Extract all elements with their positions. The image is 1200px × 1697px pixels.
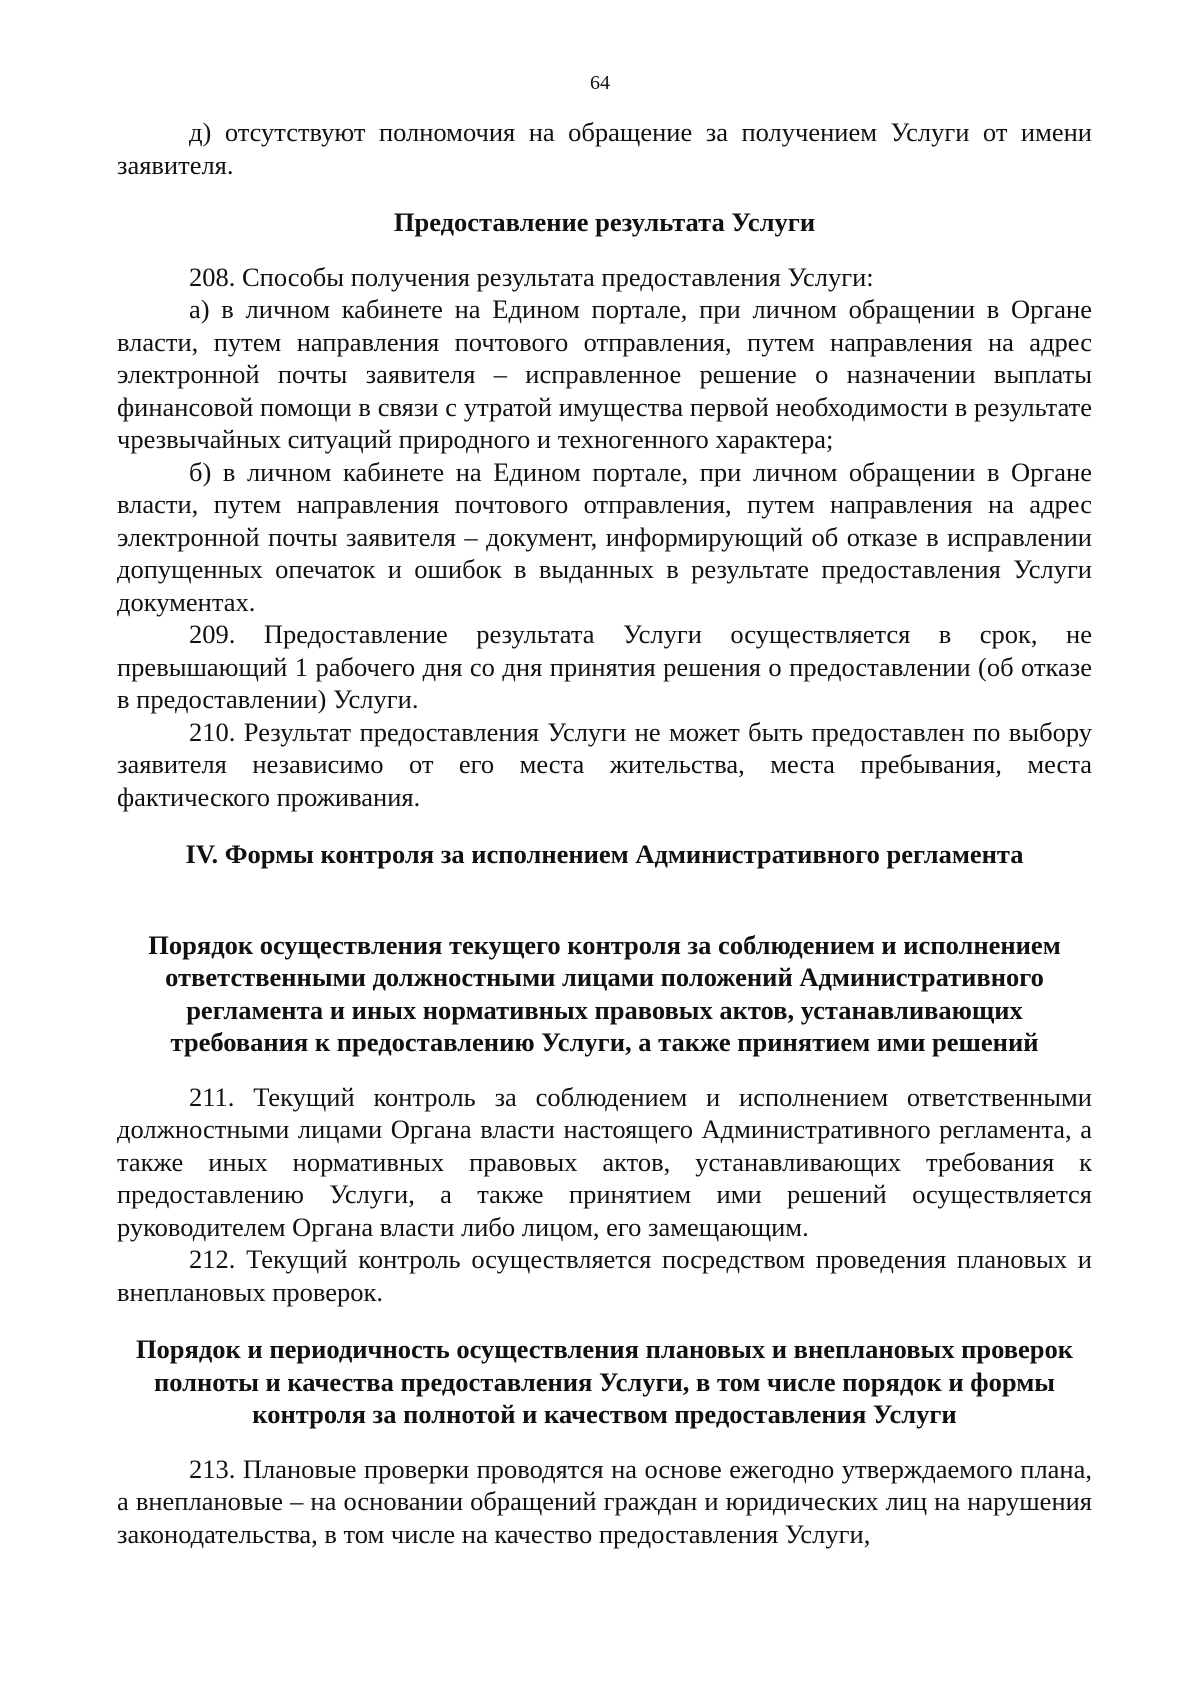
paragraph-211: 211. Текущий контроль за соблюдением и исполнением ответственными должностными лицами Органа власти настоящего Административного регламента, а также иных нормативных правовых актов, устанавливающих требования к предоставлению Услуги, а также принятием ими решений осуществляется руководителем Органа власти либо лицом, его замещающим. bbox=[117, 1081, 1092, 1242]
heading-current-control: Порядок осуществления текущего контроля за соблюдением и исполнением ответственными должностными лицами положений Административного регламента и иных нормативных правовых актов, устанавливающих требования к предоставлению Услуги, а также принятием ими решений bbox=[148, 929, 1061, 1057]
paragraph-212: 212. Текущий контроль осуществляется посредством проведения плановых и внеплановых проверок. bbox=[117, 1244, 1092, 1307]
heading-inspections: Порядок и периодичность осуществления плановых и внеплановых проверок полноты и качества предоставления Услуги, в том числе порядок и формы контроля за полнотой и качеством предоставления Услуги bbox=[135, 1334, 1074, 1429]
paragraph-210: 210. Результат предоставления Услуги не может быть предоставлен по выбору заявителя независимо от его места жительства, места пребывания, места фактического проживания. bbox=[117, 716, 1092, 812]
section-title-iv: IV. Формы контроля за исполнением Административного регламента bbox=[185, 839, 1024, 869]
paragraph-208-b: б) в личном кабинете на Едином портале, при личном обращении в Органе власти, путем направления почтового отправления, путем направления на адрес электронной почты заявителя – документ, информирующий об отказе в исправлении допущенных опечаток и ошибок в выданных в результате предоставления Услуги документах. bbox=[117, 456, 1092, 617]
heading-result-provision: Предоставление результата Услуги bbox=[393, 207, 816, 237]
paragraph-209: 209. Предоставление результата Услуги осуществляется в срок, не превышающий 1 рабочего дня со дня принятия решения о предоставлении (об отказе в предоставлении) Услуги. bbox=[117, 619, 1092, 714]
paragraph-213: 213. Плановые проверки проводятся на основе ежегодно утверждаемого плана, а внеплановые – на основании обращений граждан и юридических лиц на нарушения законодательства, в том числе на качество предоставления Услуги, bbox=[117, 1453, 1092, 1549]
document-body bbox=[117, 116, 1092, 1550]
paragraph-208-a: а) в личном кабинете на Едином портале, при личном обращении в Органе власти, путем направления почтового отправления, путем направления на адрес электронной почты заявителя – исправленное решение о назначении выплаты финансовой помощи в связи с утратой имущества первой необходимости в результате чрезвычайных ситуаций природного и техногенного характера; bbox=[117, 294, 1092, 454]
paragraph-d: д) отсутствуют полномочия на обращение за получением Услуги от имени заявителя. bbox=[117, 117, 1092, 180]
page-number: 64 bbox=[590, 72, 610, 94]
paragraph-208: 208. Способы получения результата предоставления Услуги: bbox=[189, 261, 874, 292]
